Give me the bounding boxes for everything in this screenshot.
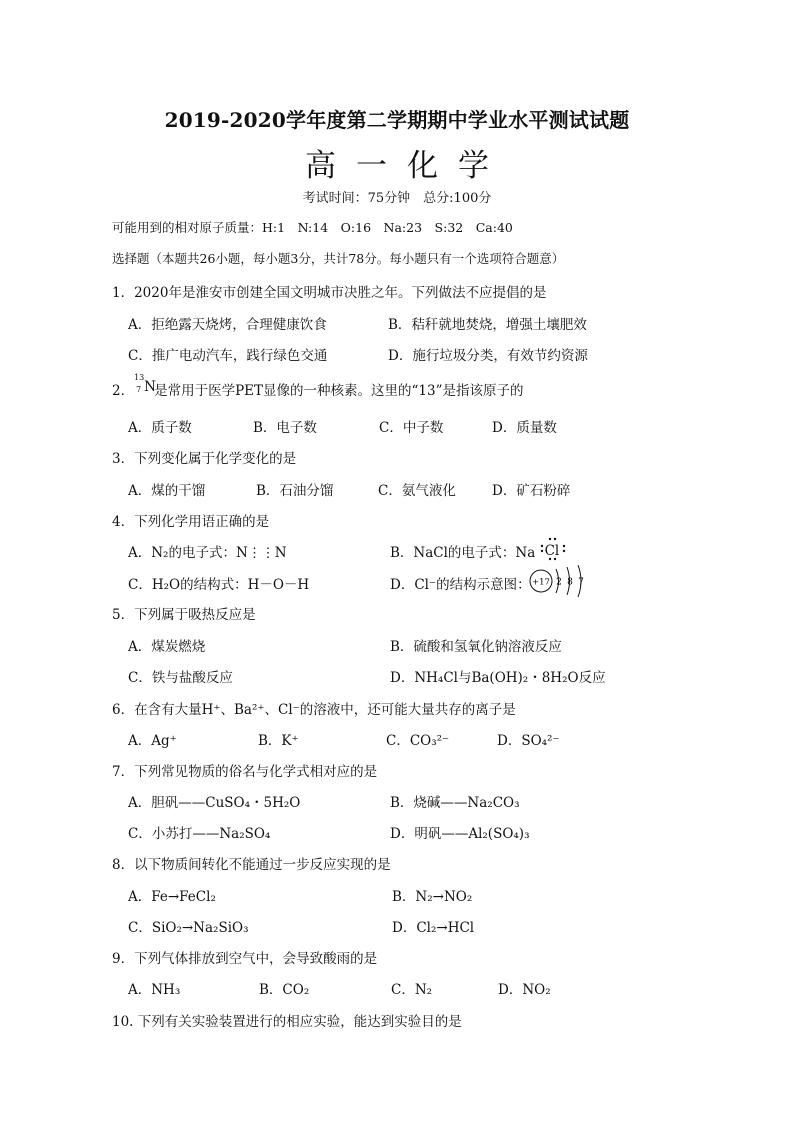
question-5-option-d: D．NH₄Cl与Ba(OH)₂・8H₂O反应 [390, 670, 606, 686]
question-6-option-c: C．CO₃²⁻ [386, 733, 450, 749]
section-note: 选择题（本题共26小题，每小题3分，共计78分。每小题只有一个选项符合题意） [112, 251, 565, 266]
question-9-option-b: B．CO₂ [259, 982, 310, 998]
question-6-stem: 6．在含有大量H⁺、Ba²⁺、Cl⁻的溶液中，还可能大量共存的离子是 [112, 702, 516, 718]
shell-electrons-2: 8 [567, 577, 573, 588]
exam-title: 2019-2020学年度第二学期期中学业水平测试试题 [164, 108, 630, 132]
subject-title: 高一化学 [305, 148, 509, 184]
question-1-option-a: A．拒绝露天烧烤，合理健康饮食 [128, 317, 327, 333]
question-1-option-c: C．推广电动汽车，践行绿色交通 [128, 348, 328, 364]
question-5-option-c: C．铁与盐酸反应 [128, 670, 233, 686]
shell-electrons-3: 7 [578, 577, 584, 588]
question-6-option-a: A．Ag⁺ [128, 733, 177, 749]
question-4-option-a: A．N₂的电子式：N⋮⋮N [128, 545, 287, 561]
shell-electrons-1: 2 [556, 577, 562, 588]
question-5-stem: 5．下列属于吸热反应是 [112, 607, 256, 623]
question-7-stem: 7．下列常见物质的俗名与化学式相对应的是 [112, 764, 378, 780]
question-2-text: 是常用于医学PET显像的一种核素。这里的“13”是指该原子的 [154, 383, 524, 399]
question-3-stem: 3．下列变化属于化学变化的是 [112, 451, 297, 467]
question-8-option-a: A．Fe→FeCl₂ [128, 889, 216, 905]
question-2-option-c: C．中子数 [379, 420, 444, 436]
question-2-option-b: B．电子数 [253, 420, 317, 436]
nuclide-mass-number: 13 [134, 373, 145, 382]
chloride-symbol: Cl [544, 543, 560, 559]
question-6-option-b: B．K⁺ [258, 733, 299, 749]
chloride-lewis-structure [540, 543, 566, 557]
question-8-option-b: B．N₂→NO₂ [392, 889, 473, 905]
question-4-stem: 4．下列化学用语正确的是 [112, 514, 270, 530]
question-3-option-a: A．煤的干馏 [128, 483, 206, 499]
question-4-option-b-text: B．NaCl的电子式：Na [390, 545, 536, 561]
question-8-stem: 8．以下物质间转化不能通过一步反应实现的是 [112, 857, 391, 873]
nucleus-charge: +17 [532, 577, 550, 588]
question-1-stem: 1．2020年是淮安市创建全国文明城市决胜之年。下列做法不应提倡的是 [112, 285, 547, 301]
question-7-option-d: D．明矾——Al₂(SO₄)₃ [390, 826, 530, 842]
question-7-option-b: B．烧碱——Na₂CO₃ [390, 795, 520, 811]
question-9-stem: 9．下列气体排放到空气中，会导致酸雨的是 [112, 951, 378, 967]
nuclide-atomic-number: 7 [136, 385, 142, 394]
question-9-option-a: A．NH₃ [128, 982, 181, 998]
question-2-option-a: A．质子数 [128, 420, 192, 436]
question-8-option-d: D．Cl₂→HCl [392, 920, 475, 936]
question-9-option-c: C．N₂ [391, 982, 433, 998]
question-3-option-c: C．氨气液化 [378, 483, 456, 499]
question-5-option-a: A．煤炭燃烧 [128, 639, 206, 655]
nuclide-symbol: N [144, 379, 156, 395]
question-3-option-b: B．石油分馏 [256, 483, 334, 499]
question-2-option-d: D．质量数 [492, 420, 557, 436]
question-2-stem [112, 373, 524, 399]
question-9-option-d: D．NO₂ [498, 982, 551, 998]
atomic-masses: 可能用到的相对原子质量：H:1 N:14 O:16 Na:23 S:32 Ca:40 [112, 220, 513, 235]
question-8-option-c: C．SiO₂→Na₂SiO₃ [128, 920, 249, 936]
question-4-option-b [390, 541, 566, 561]
nuclide-notation [134, 373, 156, 395]
question-7-option-a: A．胆矾——CuSO₄・5H₂O [128, 795, 301, 811]
question-1-option-b: B．秸秆就地焚烧，增强土壤肥效 [388, 317, 587, 333]
exam-info: 考试时间：75分钟 总分:100分 [302, 191, 492, 206]
question-1-option-d: D．施行垃圾分类，有效节约资源 [388, 348, 588, 364]
question-6-option-d: D．SO₄²⁻ [497, 733, 560, 749]
chloride-ion-structure-diagram [528, 563, 588, 599]
question-4-option-c: C．H₂O的结构式：H－O－H [128, 577, 310, 593]
question-4-option-d: D．Cl⁻的结构示意图： [390, 577, 531, 593]
question-2-number: 2． [112, 383, 135, 399]
question-3-option-d: D．矿石粉碎 [492, 483, 571, 499]
question-10-stem: 10. 下列有关实验装置进行的相应实验，能达到实验目的是 [112, 1014, 462, 1030]
question-7-option-c: C．小苏打——Na₂SO₄ [128, 826, 271, 842]
question-5-option-b: B．硫酸和氢氧化钠溶液反应 [390, 639, 562, 655]
